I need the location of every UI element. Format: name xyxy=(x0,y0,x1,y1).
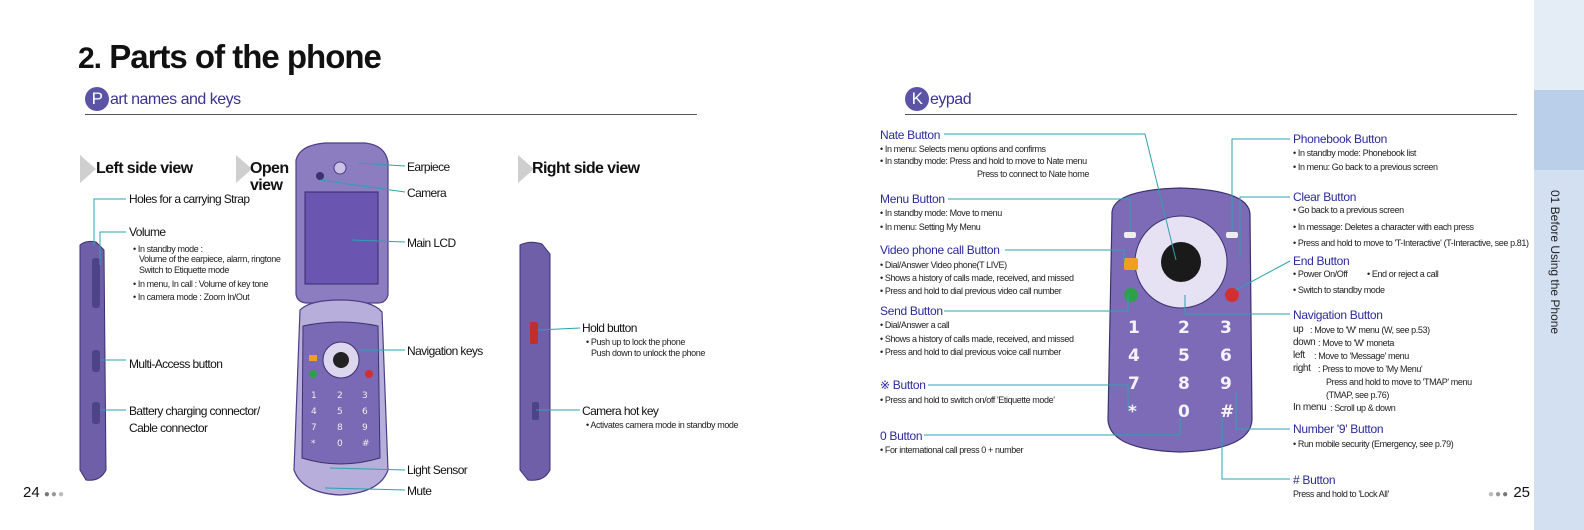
svg-text:5: 5 xyxy=(1178,346,1190,366)
navigation-button-label: Navigation Button xyxy=(1293,308,1383,322)
page-title-number: 2. xyxy=(78,42,102,75)
svg-text:2: 2 xyxy=(1178,318,1190,338)
nav-key: up xyxy=(1293,324,1304,335)
left-side-phone xyxy=(80,241,106,480)
svg-text:6: 6 xyxy=(362,407,368,417)
navigation-keys-label: Navigation keys xyxy=(407,344,483,358)
section-rest: art names and keys xyxy=(110,91,241,108)
nate-button-label: Nate Button xyxy=(880,128,941,142)
send-desc: • Press and hold to dial previous voice call number xyxy=(880,347,1061,357)
svg-text:0: 0 xyxy=(1178,402,1190,422)
page-number-right xyxy=(1488,484,1530,501)
svg-text:6: 6 xyxy=(1220,346,1232,366)
camera-hot-key-desc: • Activates camera mode in standby mode xyxy=(586,420,739,430)
send-button-label: Send Button xyxy=(880,304,943,318)
multi-access-label: Multi-Access button xyxy=(129,357,223,371)
end-button-label: End Button xyxy=(1293,254,1350,268)
main-lcd-label: Main LCD xyxy=(407,236,456,250)
svg-text:7: 7 xyxy=(311,423,317,433)
volume-desc: • In standby mode : xyxy=(133,244,203,254)
svg-text:3: 3 xyxy=(362,391,368,401)
svg-text:5: 5 xyxy=(337,407,343,417)
battery-label: Cable connector xyxy=(129,421,208,435)
earpiece-label: Earpiece xyxy=(407,160,450,174)
clear-button-label: Clear Button xyxy=(1293,190,1357,204)
volume-desc: Volume of the earpiece, alarm, ringtone xyxy=(139,254,281,264)
volume-desc: Switch to Etiquette mode xyxy=(139,265,229,275)
right-side-view-heading: Right side view xyxy=(532,160,640,177)
section-initial: K xyxy=(905,87,929,111)
video-call-button-label: Video phone call Button xyxy=(880,243,1000,257)
nav-desc: Press and hold to move to 'TMAP' menu xyxy=(1326,377,1472,387)
nav-desc: : Scroll up & down xyxy=(1330,403,1396,413)
svg-text:2: 2 xyxy=(337,391,343,401)
camera-hot-key-label: Camera hot key xyxy=(582,404,659,418)
open-phone xyxy=(294,143,388,495)
number-9-button-label: Number '9' Button xyxy=(1293,422,1384,436)
mute-label: Mute xyxy=(407,484,432,498)
volume-desc: • In menu, In call : Volume of key tone xyxy=(133,279,269,289)
svg-text:#: # xyxy=(1220,402,1235,422)
nav-desc: : Move to 'Message' menu xyxy=(1314,351,1409,361)
section-initial: P xyxy=(85,87,109,111)
nine-desc: • Run mobile security (Emergency, see p.79) xyxy=(1293,439,1454,449)
page-number-left xyxy=(23,484,65,501)
send-desc: • Shows a history of calls made, received, and missed xyxy=(880,334,1074,344)
star-desc: • Press and hold to switch on/off 'Etiquette mode' xyxy=(880,395,1055,405)
hash-button-label: # Button xyxy=(1293,473,1336,487)
section-rest: eypad xyxy=(930,91,972,108)
open-view-heading-1: Open xyxy=(250,160,289,177)
svg-text:4: 4 xyxy=(311,407,317,417)
menu-desc: • In standby mode: Move to menu xyxy=(880,208,1002,218)
menu-desc: • In menu: Setting My Menu xyxy=(880,222,981,232)
hold-button-label: Hold button xyxy=(582,321,637,335)
clear-desc: • In message: Deletes a character with each press xyxy=(1293,222,1474,232)
video-desc: • Dial/Answer Video phone(T LIVE) xyxy=(880,260,1007,270)
end-desc: • End or reject a call xyxy=(1367,269,1439,279)
nav-desc: : Move to 'W' menu (W, see p.53) xyxy=(1310,325,1430,335)
hold-desc: • Push up to lock the phone xyxy=(586,337,685,347)
sidebar-label: 01 Before Using the Phone xyxy=(1548,190,1562,335)
light-sensor-label: Light Sensor xyxy=(407,463,468,477)
open-view-heading-2: view xyxy=(250,177,283,194)
strap-label: Holes for a carrying Strap xyxy=(129,192,250,206)
page-number-text: 25 xyxy=(1513,484,1530,501)
page-dots-icon: ●●● xyxy=(43,489,65,500)
nav-key: left xyxy=(1293,350,1305,361)
svg-text:3: 3 xyxy=(1220,318,1232,338)
svg-text:8: 8 xyxy=(1178,374,1190,394)
svg-text:1: 1 xyxy=(1128,318,1140,338)
camera-label: Camera xyxy=(407,186,447,200)
nate-desc: • In standby mode: Press and hold to move to Nate menu xyxy=(880,156,1087,166)
send-desc: • Dial/Answer a call xyxy=(880,320,950,330)
page-number-text: 24 xyxy=(23,484,40,501)
end-desc: • Switch to standby mode xyxy=(1293,285,1385,295)
clear-desc: • Press and hold to move to 'T-Interactive' (T-Interactive, see p.81) xyxy=(1293,238,1529,248)
left-side-view-heading: Left side view xyxy=(96,160,193,177)
nav-desc: : Move to 'W' moneta xyxy=(1318,338,1394,348)
volume-desc: • In camera mode : Zoom In/Out xyxy=(133,292,250,302)
battery-label: Battery charging connector/ xyxy=(129,404,260,418)
volume-label: Volume xyxy=(129,225,166,239)
svg-text:#: # xyxy=(362,439,370,449)
svg-text:9: 9 xyxy=(1220,374,1232,394)
svg-text:9: 9 xyxy=(362,423,368,433)
page-dots-icon: ●●● xyxy=(1488,489,1510,500)
phonebook-desc: • In menu: Go back to a previous screen xyxy=(1293,162,1438,172)
svg-text:1: 1 xyxy=(311,391,317,401)
phonebook-button-label: Phonebook Button xyxy=(1293,132,1387,146)
nate-desc: Press to connect to Nate home xyxy=(977,169,1089,179)
hash-desc: Press and hold to 'Lock All' xyxy=(1293,489,1389,499)
phonebook-desc: • In standby mode: Phonebook list xyxy=(1293,148,1417,158)
svg-text:7: 7 xyxy=(1128,374,1140,394)
end-desc: • Power On/Off xyxy=(1293,269,1348,279)
page-title-text: Parts of the phone xyxy=(109,38,381,75)
nav-key: down xyxy=(1293,337,1316,348)
nate-desc: • In menu: Selects menu options and confirms xyxy=(880,144,1046,154)
video-desc: • Press and hold to dial previous video call number xyxy=(880,286,1062,296)
nav-desc: (TMAP, see p.76) xyxy=(1326,390,1389,400)
menu-button-label: Menu Button xyxy=(880,192,945,206)
svg-text:8: 8 xyxy=(337,423,343,433)
zero-button-label: 0 Button xyxy=(880,429,923,443)
clear-desc: • Go back to a previous screen xyxy=(1293,205,1404,215)
nav-key: In menu xyxy=(1293,402,1327,413)
video-desc: • Shows a history of calls made, received, and missed xyxy=(880,273,1074,283)
nav-key: right xyxy=(1293,363,1311,374)
svg-text:4: 4 xyxy=(1128,346,1140,366)
hold-desc: Push down to unlock the phone xyxy=(591,348,705,358)
svg-text:*: * xyxy=(311,439,316,449)
nav-desc: : Press to move to 'My Menu' xyxy=(1318,364,1423,374)
svg-text:0: 0 xyxy=(337,439,343,449)
star-button-label: ※ Button xyxy=(880,378,926,392)
svg-text:*: * xyxy=(1128,402,1137,422)
right-side-phone xyxy=(520,242,550,480)
zero-desc: • For international call press 0 + number xyxy=(880,445,1024,455)
